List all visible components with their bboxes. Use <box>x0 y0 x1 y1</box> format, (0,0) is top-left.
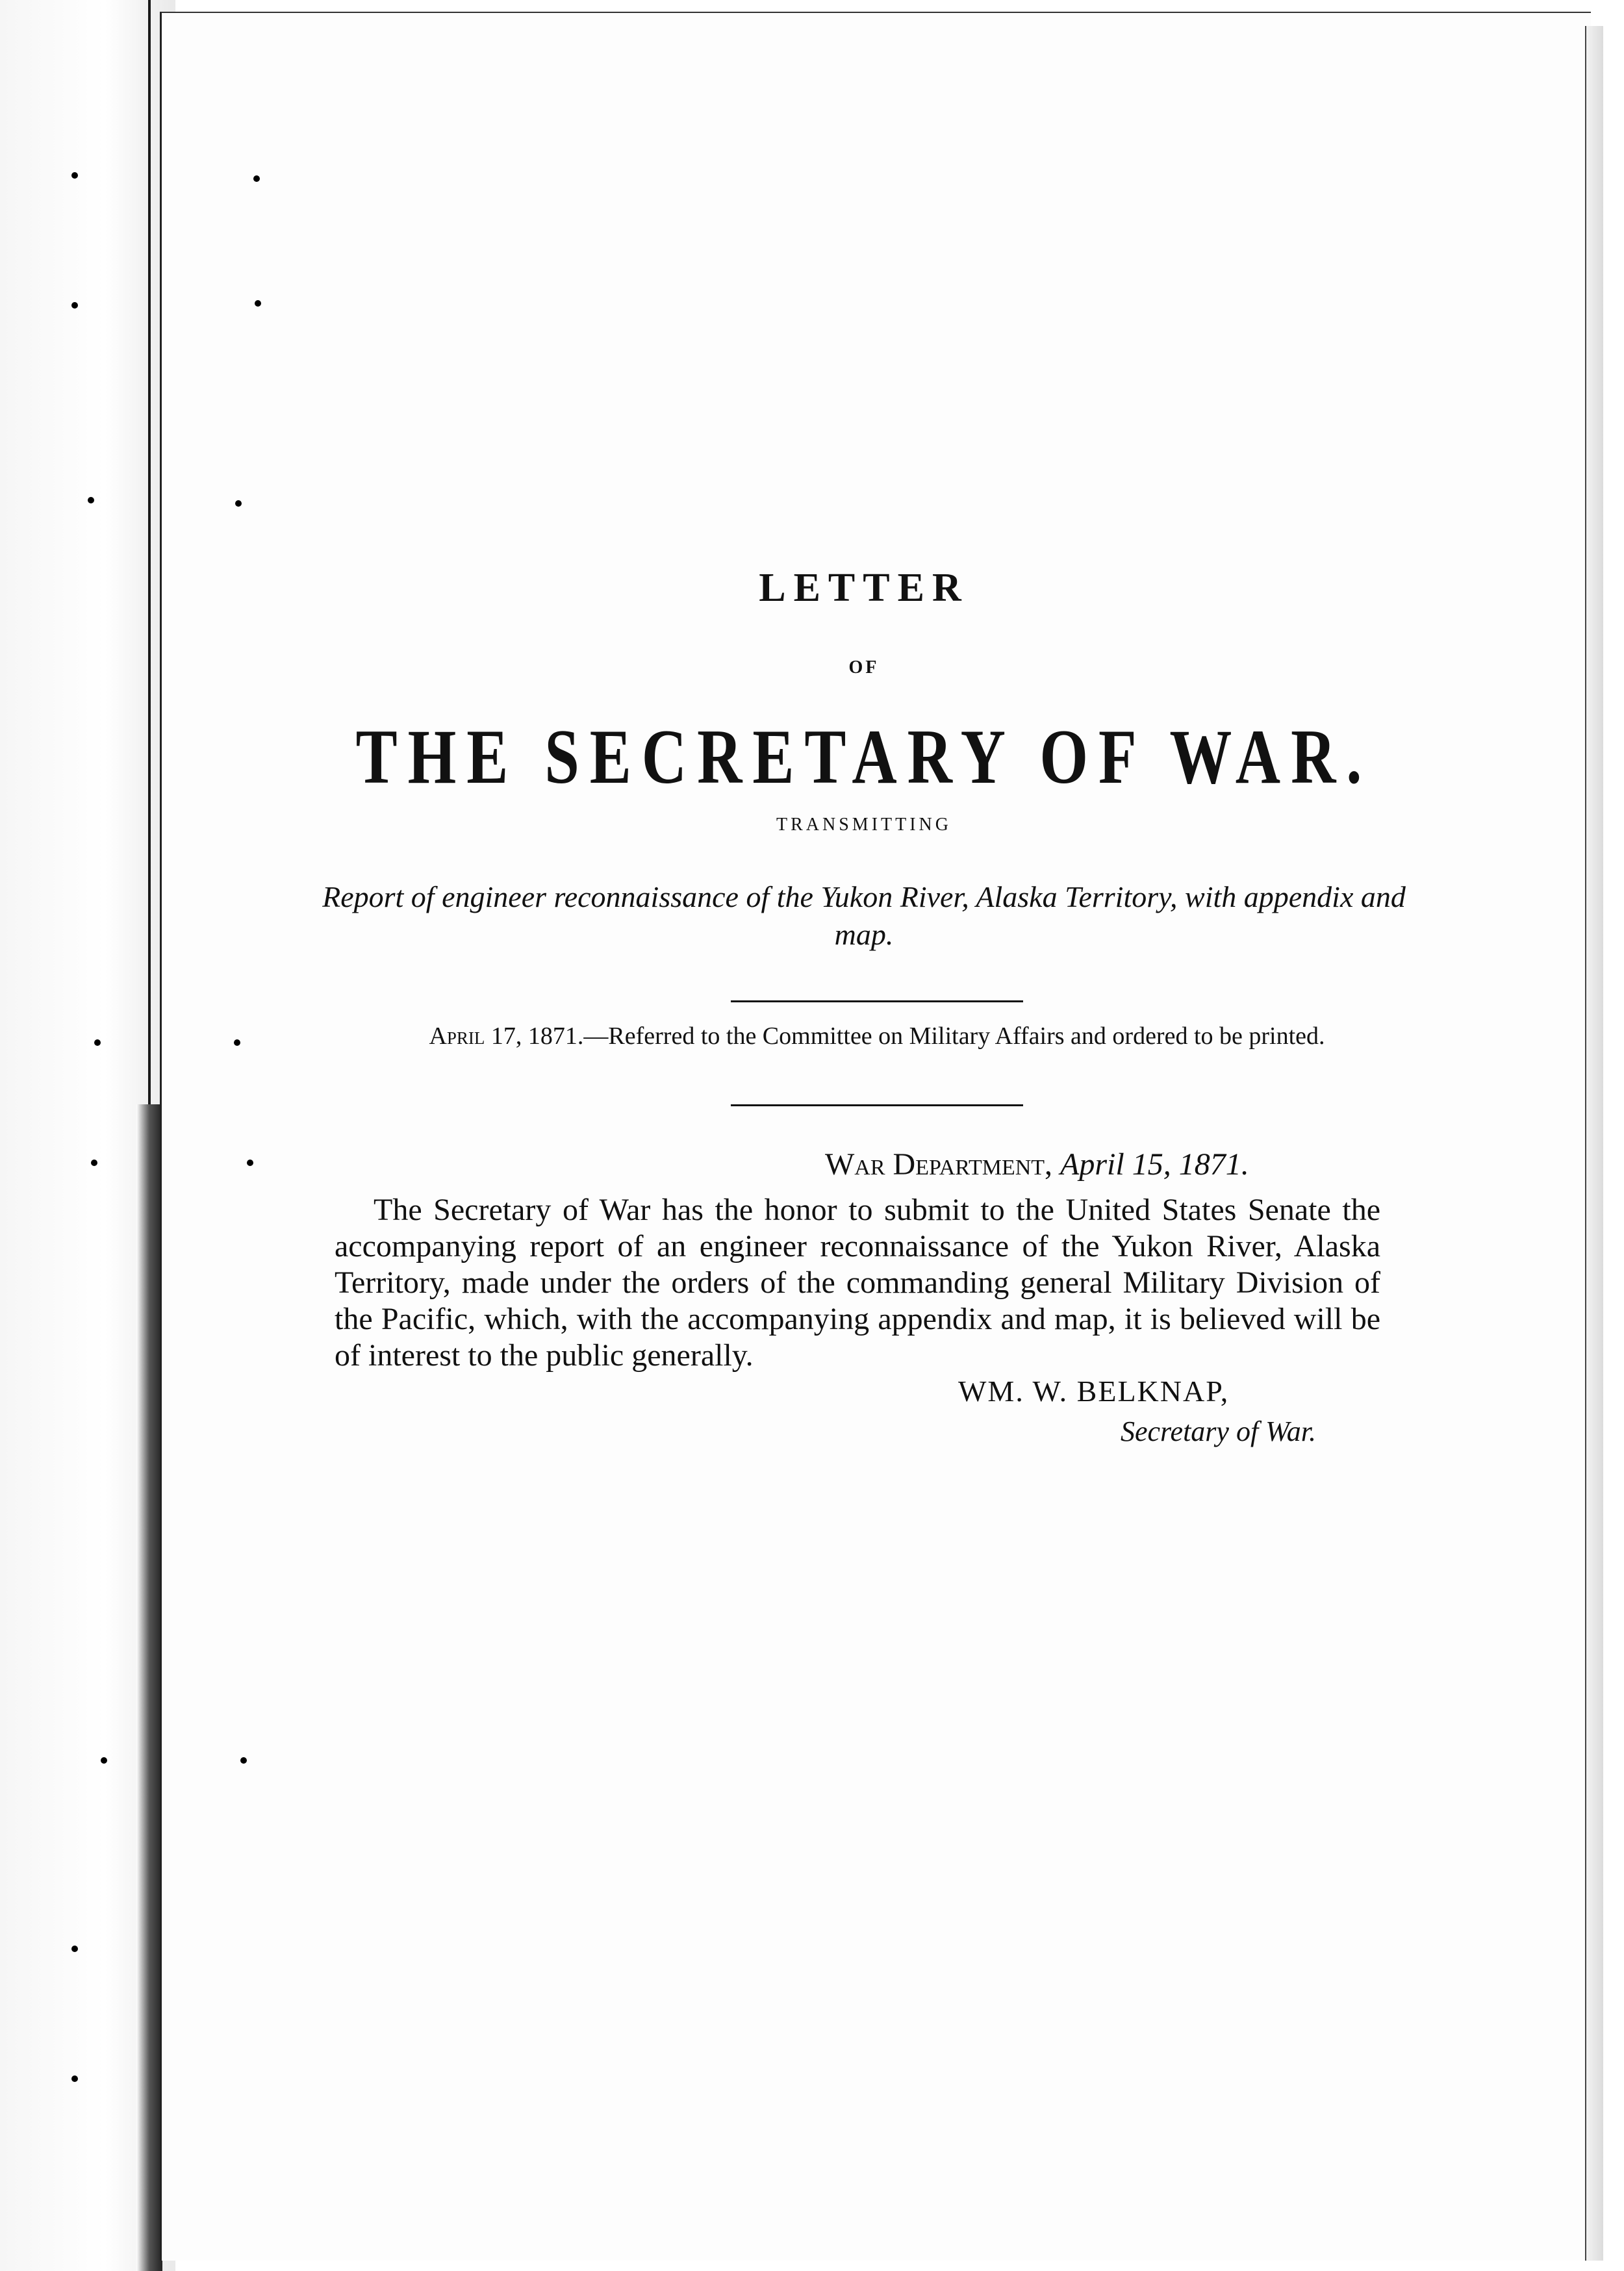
binding-hole <box>88 497 94 503</box>
binding-shadow <box>136 1104 162 2271</box>
title-of: OF <box>848 657 880 678</box>
transmitting-label: TRANSMITTING <box>776 815 952 835</box>
binding-hole <box>71 2075 78 2082</box>
binding-hole <box>235 500 242 507</box>
dateline-date: April 15, 1871. <box>1060 1147 1249 1182</box>
title-secretary-of-war: THE SECRETARY OF WAR. <box>355 713 1373 800</box>
referral-note <box>325 1020 1429 1052</box>
title-letter: LETTER <box>759 566 969 610</box>
dateline <box>825 1147 1249 1182</box>
binding-hole <box>247 1160 253 1166</box>
referral-text: —Referred to the Committee on Military Affairs and ordered to be printed. <box>583 1022 1325 1050</box>
signer-title: Secretary of War. <box>1121 1415 1317 1447</box>
binding-hole <box>255 300 261 307</box>
binding-hole <box>240 1757 247 1764</box>
divider-rule-bottom <box>731 1104 1023 1106</box>
binding-hole <box>71 302 78 309</box>
letter-body: The Secretary of War has the honor to submit to the United States Senate the accompanying report of an engineer reconnaissance of the Yukon River, Alaska Territory, made under the orders of the commanding general Military Division of the Pacific, which, with the accompanying appendix and map, it is believed will be of interest to the public generally. <box>335 1193 1380 1373</box>
document-page <box>160 12 1591 2261</box>
referral-date: April 17, 1871. <box>429 1022 584 1050</box>
signer-name: WM. W. BELKNAP, <box>958 1375 1230 1408</box>
binding-hole <box>101 1757 107 1764</box>
dateline-department: War Department, <box>825 1147 1053 1182</box>
binding-hole <box>91 1160 97 1166</box>
binding-hole <box>71 172 78 179</box>
binding-hole <box>94 1039 101 1046</box>
divider-rule-top <box>731 1000 1023 1002</box>
page-edge-right <box>1585 26 1603 2261</box>
report-subject: Report of engineer reconnaissance of the Yukon River, Alaska Territory, with appendix and map. <box>322 880 1406 951</box>
binding-hole <box>234 1039 240 1046</box>
binding-hole <box>71 1946 78 1952</box>
binding-hole <box>253 175 260 182</box>
